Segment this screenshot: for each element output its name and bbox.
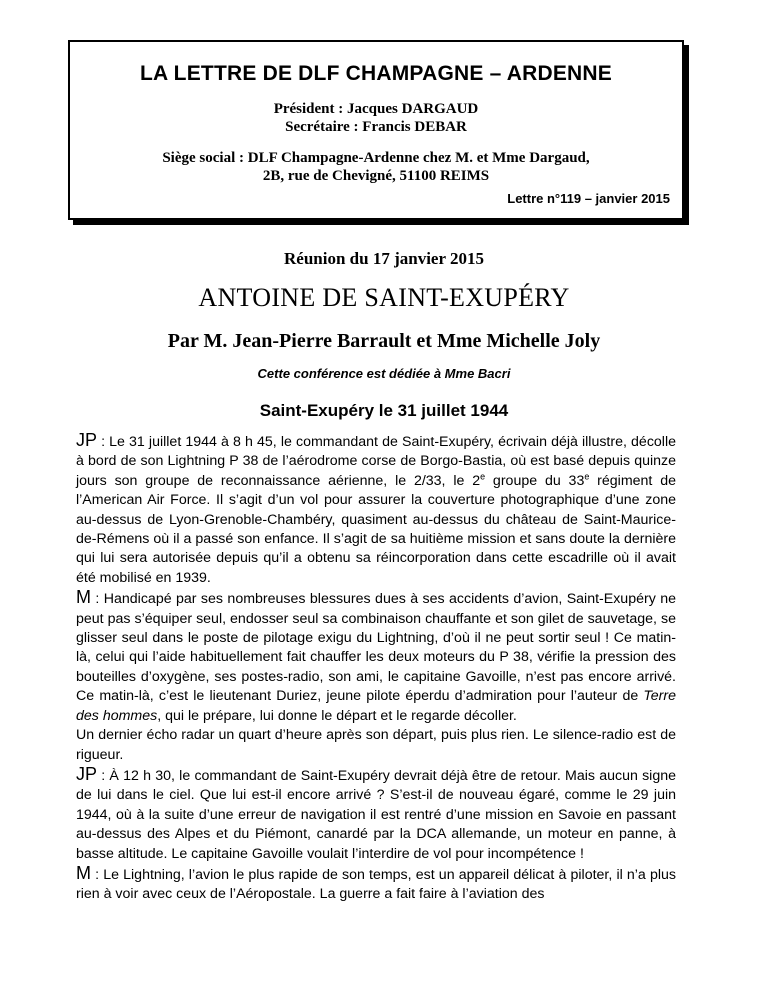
paragraph-text: régiment de l’American Air Force. Il s’agit d’un vol pour assurer la couverture photographique d’une zone au-dessus de Lyon-Grenoble-Chambéry, quasiment au-dessus du château de Saint-Maurice-de-Rémens où il a passé son enfance. Il s’agit de sa huitième mission et sans doute la dernière qui lui sera autorisée depuis qu’il a obtenu sa réincorporation dans cette escadrille où il avait été mobilisé en 1939.	[76, 472, 676, 586]
section-heading: Saint-Exupéry le 31 juillet 1944	[259, 401, 509, 420]
newsletter-title: LA LETTRE DE DLF CHAMPAGNE – ARDENNE	[140, 62, 612, 85]
paragraph-3: Un dernier écho radar un quart d’heure après son départ, puis plus rien. Le silence-radio est de rigueur.	[76, 727, 676, 763]
speaker-label: JP	[76, 430, 98, 450]
issue-number: Lettre n°119 – janvier 2015	[507, 191, 670, 206]
article-body	[76, 431, 676, 905]
speaker-label: JP	[76, 763, 98, 784]
head-office-line-1: Siège social : DLF Champagne-Ardenne chez M. et Mme Dargaud,	[162, 150, 590, 166]
speaker-label: M	[76, 587, 91, 608]
president-line: Président : Jacques DARGAUD	[273, 101, 479, 117]
secretary-line: Secrétaire : Francis DEBAR	[285, 119, 467, 135]
superscript: e	[480, 471, 486, 482]
paragraph-5	[76, 864, 676, 905]
dedication: Cette conférence est dédiée à Mme Bacri	[257, 366, 511, 381]
article-title: ANTOINE DE SAINT-EXUPÉRY	[198, 283, 570, 312]
paragraph-text: , qui le prépare, lui donne le départ et le regarde décoller.	[157, 707, 517, 724]
paragraph-text: groupe du 33	[485, 472, 585, 489]
speaker-label: M	[76, 862, 91, 883]
paragraph-text: : Le 31 juillet 1944 à 8 h 45, le commandant de Saint-Exupéry, écrivain déjà illustre, décolle à bord de son Lightning P 38 de l’aérodrome corse de Borgo-Bastia, où est basé depuis quinze jours son groupe de reconnaissance aérienne, le 2/33, le 2	[76, 434, 676, 489]
newsletter-header-box	[68, 40, 684, 220]
paragraph-2	[76, 588, 676, 726]
paragraph-text: : À 12 h 30, le commandant de Saint-Exupéry devrait déjà être de retour. Mais aucun signe de lui dans le ciel. Que lui est-il encore arrivé ? S’est-il de nouveau égaré, comme le 29 juin 1944, où à la suite d’une erreur de navigation il est rentré d’une mission en Savoie en passant au-dessus des Alpes et du Piémont, canardé par la DCA allemande, un moteur en panne, à basse altitude. Le capitaine Gavoille voulait l’interdire de vol pour incompétence !	[76, 767, 676, 862]
article-authors: Par M. Jean-Pierre Barrault et Mme Michelle Joly	[167, 330, 601, 352]
head-office-line-2: 2B, rue de Chevigné, 51100 REIMS	[262, 168, 490, 184]
paragraph-text: : Le Lightning, l’avion le plus rapide de son temps, est un appareil délicat à piloter, il n’a plus rien à voir avec ceux de l’Aéropostale. La guerre a fait faire à l’aviation des	[76, 866, 676, 903]
book-title: Terre des hommes	[76, 688, 676, 724]
paragraph-1	[76, 431, 676, 588]
paragraph-text: : Handicapé par ses nombreuses blessures dues à ses accidents d’avion, Saint-Exupéry ne peut pas s’équiper seul, endosser seul sa combinaison chauffante et son gilet de sauvetage, se glisser seul dans le poste de pilotage exigu du Lightning, d’où il ne peut sortir seul ! Ce matin-là, celui qui l’aide habituellement fait chauffer les deux moteurs du P 38, vérifie la pression des bouteilles d’oxygène, ses postes-radio, son ami, le capitaine Gavoille, n’est pas encore arrivé. Ce matin-là, c’est le lieutenant Duriez, jeune pilote éperdu d’admiration pour l’auteur de	[76, 591, 676, 705]
meeting-date: Réunion du 17 janvier 2015	[284, 249, 484, 268]
paragraph-4	[76, 765, 676, 864]
superscript: e	[584, 471, 590, 482]
